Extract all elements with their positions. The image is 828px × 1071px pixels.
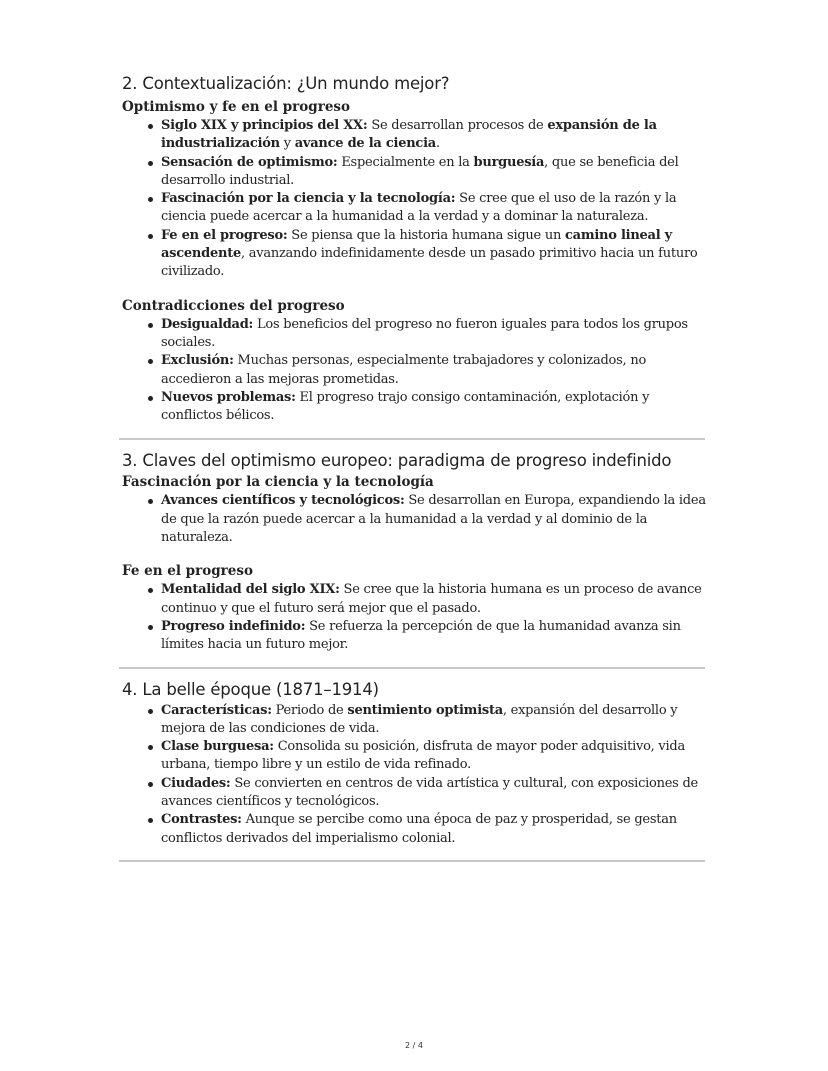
text-run: Especialmente en la (337, 154, 474, 170)
bold-text: Clase burguesa: (161, 739, 274, 755)
subsection-heading: Contradicciones del progreso (122, 297, 345, 314)
subsection-heading: Fe en el progreso (122, 563, 253, 580)
bold-text: expansión de la industrialización (161, 118, 657, 152)
bold-text: burguesía (473, 154, 545, 170)
list-item (161, 492, 708, 547)
list-item (161, 618, 708, 655)
page-number: 2 / 4 (405, 1041, 423, 1050)
text-run: El progreso trajo consigo contaminación, explotación y conflictos bélicos. (161, 389, 650, 424)
list-item (161, 738, 708, 775)
bold-text: avance de la ciencia (294, 136, 436, 152)
list-item (161, 316, 708, 353)
bullet-list (122, 702, 708, 848)
section-title: 3. Claves del optimismo europeo: paradigma de progreso indefinido (122, 451, 672, 471)
bold-text: Sensación de optimismo: (161, 154, 338, 170)
text-run: Se piensa que la historia humana sigue un (287, 227, 566, 243)
bullet-list (122, 316, 708, 426)
section-divider (119, 438, 705, 440)
list-item (161, 581, 708, 618)
section-claves-optimismo (122, 449, 708, 654)
bold-text: Nuevos problemas: (161, 389, 296, 405)
bold-text: Desigualdad: (161, 316, 254, 332)
bullet-list (122, 117, 708, 282)
text-run: Consolida su posición, disfruta de mayor poder adquisitivo, vida urbana, tiempo libre y un estilo de vida refinado. (161, 739, 685, 773)
bold-text: Avances científicos y tecnológicos: (161, 493, 405, 509)
bold-text: sentimiento optimista (347, 702, 503, 718)
section-belle-epoque (122, 678, 708, 848)
section-title: 4. La belle époque (1871–1914) (122, 679, 379, 699)
text-run: Los beneficios del progreso no fueron iguales para todos los grupos sociales. (161, 316, 688, 350)
list-item (161, 227, 708, 282)
bold-text: Progreso indefinido: (161, 618, 306, 634)
bold-text: Mentalidad del siglo XIX: (161, 582, 340, 598)
bold-text: Contrastes: (161, 812, 242, 828)
bold-text: Características: (161, 702, 272, 718)
text-run: Periodo de (271, 702, 348, 718)
list-item (161, 389, 708, 426)
bold-text: camino lineal y ascendente (161, 227, 672, 262)
text-run: y (279, 136, 295, 152)
list-item (161, 190, 708, 227)
bold-text: Fe en el progreso: (161, 227, 288, 243)
text-run: Se convierten en centros de vida artística y cultural, con exposiciones de avances científicos y tecnológicos. (161, 775, 698, 810)
list-item (161, 352, 708, 389)
list-item (161, 117, 708, 154)
text-run: Muchas personas, especialmente trabajadores y colonizados, no accedieron a las mejoras prometidas. (161, 353, 647, 387)
section-divider (119, 860, 705, 862)
bold-text: Exclusión: (161, 353, 234, 369)
bullet-list (122, 581, 708, 654)
text-run: , que se beneficia del desarrollo industrial. (161, 154, 679, 188)
text-run: Se desarrollan en Europa, expandiendo la idea de que la razón puede acercar a la humanidad a la verdad y al dominio de la naturaleza. (161, 493, 706, 546)
text-run: Se cree que el uso de la razón y la ciencia puede acercar a la humanidad a la verdad y a dominar la naturaleza. (161, 191, 677, 225)
text-run: Se desarrollan procesos de (367, 118, 548, 133)
text-run: Se refuerza la percepción de que la humanidad avanza sin límites hacia un futuro mejor. (161, 618, 681, 653)
bold-text: Siglo XIX y principios del XX: (161, 118, 368, 133)
list-item (161, 702, 708, 739)
bold-text: Ciudades: (161, 775, 231, 791)
list-item (161, 775, 708, 812)
text-run: , expansión del desarrollo y mejora de las condiciones de vida. (161, 702, 678, 736)
text-run: Se cree que la historia humana es un proceso de avance continuo y que el futuro será mejor que el pasado. (161, 582, 702, 616)
text-run: . (435, 136, 440, 152)
list-item (161, 811, 708, 848)
subsection-heading: Optimismo y fe en el progreso (122, 99, 351, 115)
text-run: Aunque se percibe como una época de paz y prosperidad, se gestan conflictos derivados del imperialismo colonial. (161, 812, 677, 846)
subsection-heading: Fascinación por la ciencia y la tecnología (122, 474, 434, 491)
bold-text: Fascinación por la ciencia y la tecnología: (161, 191, 456, 207)
bullet-list (122, 492, 708, 547)
text-run: , avanzando indefinidamente desde un pasado primitivo hacia un futuro civilizado. (161, 246, 698, 280)
document-page (122, 70, 708, 862)
section-divider (119, 667, 705, 669)
section-title: 2. Contextualización: ¿Un mundo mejor? (122, 74, 450, 93)
section-contextualizacion (122, 72, 708, 425)
list-item (161, 154, 708, 191)
